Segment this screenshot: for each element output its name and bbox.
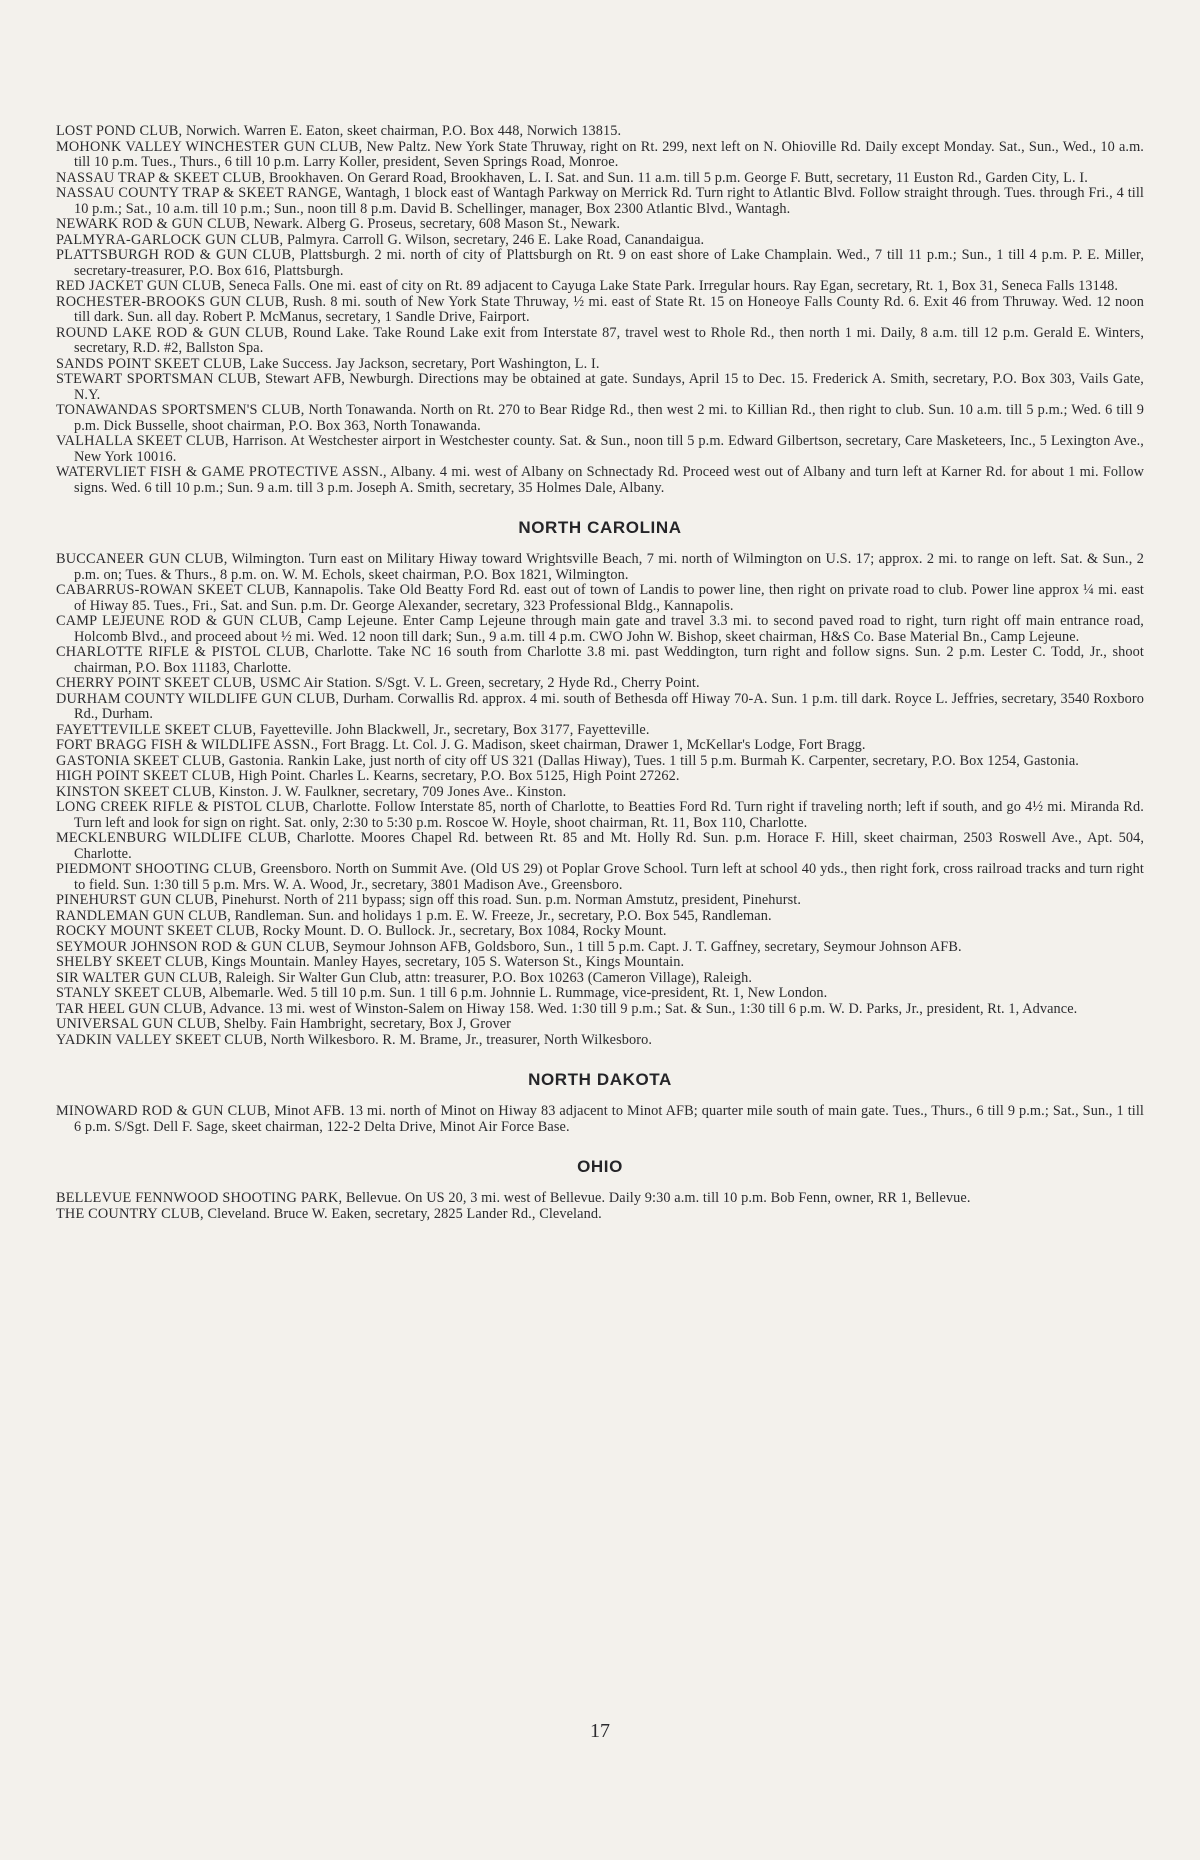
club-name: MECKLENBURG WILDLIFE CLUB,	[56, 830, 291, 846]
club-details: High Point. Charles L. Kearns, secretary, P.O. Box 5125, High Point 27262.	[234, 768, 680, 784]
club-name: VALHALLA SKEET CLUB,	[56, 433, 229, 449]
club-name: HIGH POINT SKEET CLUB,	[56, 768, 235, 784]
club-entry	[56, 403, 1144, 434]
state-heading: NORTH DAKOTA	[528, 1070, 672, 1089]
club-details: Albemarle. Wed. 5 till 10 p.m. Sun. 1 till 6 p.m. Johnnie L. Rummage, vice-president, Rt. 1, New London.	[205, 985, 828, 1001]
club-details: Stewart AFB, Newburgh. Directions may be obtained at gate. Sundays, April 15 to Dec. 15. Frederick A. Smith, secretary, P.O. Box 303, Vails Gate, N.Y.	[74, 371, 1144, 403]
club-entry	[56, 909, 1144, 925]
club-entry	[56, 831, 1144, 862]
club-entry	[56, 583, 1144, 614]
club-entry	[56, 1191, 1144, 1207]
club-details: Durham. Corwallis Rd. approx. 4 mi. south of Bethesda off Hiway 70-A. Sun. 1 p.m. till dark. Royce L. Jeffries, secretary, 3540 Roxboro Rd., Durham.	[74, 690, 1144, 722]
club-details: Kannapolis. Take Old Beatty Ford Rd. east out of town of Landis to power line, then right on private road to club. Power line approx ¼ mi. east of Hiway 85. Tues., Fri., Sat. and Sun. p.m. Dr. George Alexander, secretary, 323 Professional Bldg., Kannapolis.	[74, 582, 1144, 614]
club-name: LOST POND CLUB,	[56, 123, 183, 139]
club-details: North Wilkesboro. R. M. Brame, Jr., treasurer, North Wilkesboro.	[267, 1031, 653, 1048]
club-details: Cleveland. Bruce W. Eaken, secretary, 2825 Lander Rd., Cleveland.	[203, 1205, 602, 1222]
club-name: LONG CREEK RIFLE & PISTOL CLUB,	[56, 799, 309, 815]
club-entry	[56, 754, 1144, 770]
club-name: PIEDMONT SHOOTING CLUB,	[56, 861, 257, 877]
club-entry	[56, 248, 1144, 279]
club-entry	[56, 785, 1144, 801]
club-details: Rocky Mount. D. O. Bullock. Jr., secretary, Box 1084, Rocky Mount.	[258, 923, 667, 939]
club-entry	[56, 295, 1144, 326]
club-details: Camp Lejeune. Enter Camp Lejeune through main gate and travel 3.3 mi. to second paved road to right, turn right off main entrance road, Holcomb Blvd., and proceed about ½ mi. Wed. 12 noon till dark; Sun., 9 a.m. till 4 p.m. CWO John W. Bishop, skeet chairman, H&S Co. Base Material Bn., Camp Lejeune.	[74, 613, 1144, 645]
club-name: NASSAU TRAP & SKEET CLUB,	[56, 169, 266, 186]
club-name: FAYETTEVILLE SKEET CLUB,	[56, 721, 257, 738]
club-entry	[56, 769, 1144, 785]
club-details: Norwich. Warren E. Eaton, skeet chairman, P.O. Box 448, Norwich 13815.	[182, 123, 622, 139]
club-name: BELLEVUE FENNWOOD SHOOTING PARK,	[56, 1190, 343, 1206]
club-entry	[56, 692, 1144, 723]
club-entry	[56, 645, 1144, 676]
club-name: STANLY SKEET CLUB,	[56, 985, 206, 1001]
club-details: North Tonawanda. North on Rt. 270 to Bear Ridge Rd., then west 2 mi. to Killian Rd., then right to club. Sun. 10 a.m. till 5 p.m.; Wed. 6 till 9 p.m. Dick Busselle, shoot chairman, P.O. Box 363, North Tonawanda.	[74, 402, 1144, 434]
club-details: Bellevue. On US 20, 3 mi. west of Bellevue. Daily 9:30 a.m. till 10 p.m. Bob Fenn, owner, RR 1, Bellevue.	[342, 1190, 971, 1206]
club-details: Lake Success. Jay Jackson, secretary, Port Washington, L. I.	[245, 355, 600, 372]
club-entry	[56, 552, 1144, 583]
club-name: RANDLEMAN GUN CLUB,	[56, 907, 231, 924]
club-details: Seneca Falls. One mi. east of city on Rt. 89 adjacent to Cayuga Lake State Park. Irregular hours. Ray Egan, secretary, Rt. 1, Box 31, Seneca Falls 13148.	[224, 278, 1119, 294]
club-name: MOHONK VALLEY WINCHESTER GUN CLUB,	[56, 138, 363, 155]
club-name: SANDS POINT SKEET CLUB,	[56, 355, 246, 372]
club-name: ROUND LAKE ROD & GUN CLUB,	[56, 324, 288, 341]
club-name: STEWART SPORTSMAN CLUB,	[56, 371, 261, 387]
club-entry	[56, 862, 1144, 893]
club-entry	[56, 924, 1144, 940]
club-details: Newark. Alberg G. Proseus, secretary, 608 Mason St., Newark.	[249, 216, 621, 232]
club-name: ROCKY MOUNT SKEET CLUB,	[56, 923, 259, 939]
club-name: WATERVLIET FISH & GAME PROTECTIVE ASSN.,	[56, 464, 387, 480]
club-details: Harrison. At Westchester airport in Westchester county. Sat. & Sun., noon till 5 p.m. Edward Gilbertson, secretary, Care Masketeers, Inc., 5 Lexington Ave., New York 10016.	[74, 433, 1144, 465]
club-details: Charlotte. Take NC 16 south from Charlotte 3.8 mi. past Weddington, turn right and follow signs. Sun. 2 p.m. Lester C. Todd, Jr., shoot chairman, P.O. Box 11183, Charlotte.	[74, 644, 1144, 676]
club-entry	[56, 372, 1144, 403]
club-details: Raleigh. Sir Walter Gun Club, attn: treasurer, P.O. Box 10263 (Cameron Village), Raleigh.	[222, 969, 753, 986]
club-entry	[56, 1033, 1144, 1049]
state-heading: NORTH CAROLINA	[518, 518, 682, 537]
club-entry	[56, 1104, 1144, 1135]
club-entry	[56, 1207, 1144, 1223]
club-name: CABARRUS-ROWAN SKEET CLUB,	[56, 582, 290, 598]
club-name: CAMP LEJEUNE ROD & GUN CLUB,	[56, 613, 303, 629]
club-name: BUCCANEER GUN CLUB,	[56, 551, 228, 567]
club-details: Fayetteville. John Blackwell, Jr., secretary, Box 3177, Fayetteville.	[256, 721, 650, 738]
club-details: Wantagh, 1 block east of Wantagh Parkway on Merrick Rd. Turn right to Atlantic Blvd. Follow straight through. Tues. through Fri., 4 till 10 p.m.; Sat., 10 a.m. till 10 p.m.; Sun., noon till 8 p.m. David B. Schellinger, manager, Box 2300 Atlantic Blvd., Wantagh.	[74, 185, 1145, 217]
club-name: PINEHURST GUN CLUB,	[56, 892, 219, 908]
club-name: THE COUNTRY CLUB,	[56, 1205, 204, 1222]
club-name: PLATTSBURGH ROD & GUN CLUB,	[56, 247, 296, 263]
club-name: CHARLOTTE RIFLE & PISTOL CLUB,	[56, 644, 309, 660]
club-entry	[56, 723, 1144, 739]
club-entry	[56, 217, 1144, 233]
club-details: Charlotte. Moores Chapel Rd. between Rt. 85 and Mt. Holly Rd. Sun. p.m. Horace F. Hill, skeet chairman, 2503 Roswell Ave., Apt. 504, Charlotte.	[74, 830, 1144, 862]
club-entry	[56, 140, 1144, 171]
club-entry	[56, 326, 1144, 357]
club-details: Minot AFB. 13 mi. north of Minot on Hiway 83 adjacent to Minot AFB; quarter mile south of main gate. Tues., Thurs., 6 till 9 p.m.; Sat., Sun., 1 till 6 p.m. S/Sgt. Dell F. Sage, skeet chairman, 122-2 Delta Drive, Minot Air Force Base.	[74, 1103, 1144, 1135]
club-entry	[56, 186, 1144, 217]
club-details: Seymour Johnson AFB, Goldsboro, Sun., 1 till 5 p.m. Capt. J. T. Gaffney, secretary, Seymour Johnson AFB.	[329, 938, 962, 955]
club-name: UNIVERSAL GUN CLUB,	[56, 1016, 221, 1032]
club-entry	[56, 279, 1144, 295]
club-name: NEWARK ROD & GUN CLUB,	[56, 216, 250, 232]
page-number: 17	[590, 1720, 610, 1742]
club-entry	[56, 940, 1144, 956]
club-details: Advance. 13 mi. west of Winston-Salem on Hiway 158. Wed. 1:30 till 9 p.m.; Sat. & Sun., 1:30 till 6 p.m. W. D. Parks, Jr., president, Rt. 1, Advance.	[206, 1000, 1078, 1017]
club-name: NASSAU COUNTY TRAP & SKEET RANGE,	[56, 185, 342, 201]
club-entry	[56, 676, 1144, 692]
club-entry	[56, 893, 1144, 909]
club-name: RED JACKET GUN CLUB,	[56, 278, 225, 294]
club-entry	[56, 971, 1144, 987]
club-details: Albany. 4 mi. west of Albany on Schnectady Rd. Proceed west out of Albany and turn left at Karner Rd. for about 1 mi. Follow signs. Wed. 6 till 10 p.m.; Sun. 9 a.m. till 3 p.m. Joseph A. Smith, secretary, 35 Holmes Dale, Albany.	[74, 464, 1144, 496]
club-details: Palmyra. Carroll G. Wilson, secretary, 246 E. Lake Road, Canandaigua.	[283, 231, 705, 248]
club-details: Gastonia. Rankin Lake, just north of city off US 321 (Dallas Hiway), Tues. 1 till 5 p.m. Burmah K. Carpenter, secretary, P.O. Box 1254, Gastonia.	[225, 752, 1079, 769]
club-entry	[56, 955, 1144, 971]
club-entry	[56, 124, 1144, 140]
club-name: ROCHESTER-BROOKS GUN CLUB,	[56, 293, 289, 310]
club-name: TONAWANDAS SPORTSMEN'S CLUB,	[56, 402, 305, 418]
club-details: Wilmington. Turn east on Military Hiway toward Wrightsville Beach, 7 mi. north of Wilmington on U.S. 17; approx. 2 mi. to range on left. Sat. & Sun., 2 p.m. on; Tues. & Thurs., 8 p.m. on. W. M. Echols, skeet chairman, P.O. Box 1821, Wilmington.	[74, 551, 1144, 583]
club-details: Kinston. J. W. Faulkner, secretary, 709 Jones Ave.. Kinston.	[215, 783, 567, 800]
club-details: Randleman. Sun. and holidays 1 p.m. E. W. Freeze, Jr., secretary, P.O. Box 545, Randleman.	[230, 907, 772, 924]
club-details: USMC Air Station. S/Sgt. V. L. Green, secretary, 2 Hyde Rd., Cherry Point.	[255, 675, 700, 691]
club-details: Round Lake. Take Round Lake exit from Interstate 87, travel west to Rhole Rd., then north 1 mi. Daily, 8 a.m. till 12 p.m. Gerald E. Winters, secretary, R.D. #2, Ballston Spa.	[74, 324, 1144, 356]
club-entry	[56, 614, 1144, 645]
club-name: SIR WALTER GUN CLUB,	[56, 969, 223, 986]
club-details: New Paltz. New York State Thruway, right on Rt. 299, next left on N. Ohioville Rd. Daily except Monday. Sat., Sun., Wed., 10 a.m. till 10 p.m. Tues., Thurs., 6 till 10 p.m. Larry Koller, president, Seven Springs Road, Monroe.	[74, 138, 1144, 170]
club-entry	[56, 434, 1144, 465]
club-name: KINSTON SKEET CLUB,	[56, 783, 216, 800]
club-name: PALMYRA-GARLOCK GUN CLUB,	[56, 231, 284, 248]
club-details: Charlotte. Follow Interstate 85, north of Charlotte, to Beatties Ford Rd. Turn right if traveling north; left if south, and go 4½ mi. Miranda Rd. Turn left and look for sign on right. Sat. only, 2:30 to 5:30 p.m. Roscoe W. Hoyle, shoot chairman, Rt. 11, Box 110, Charlotte.	[74, 799, 1144, 831]
club-name: FORT BRAGG FISH & WILDLIFE ASSN.,	[56, 737, 319, 753]
club-details: Brookhaven. On Gerard Road, Brookhaven, L. I. Sat. and Sun. 11 a.m. till 5 p.m. George F. Butt, secretary, 11 Euston Rd., Garden City, L. I.	[265, 169, 1088, 186]
club-entry	[56, 171, 1144, 187]
club-name: GASTONIA SKEET CLUB,	[56, 752, 226, 769]
club-name: DURHAM COUNTY WILDLIFE GUN CLUB,	[56, 690, 340, 707]
club-entry	[56, 233, 1144, 249]
club-name: YADKIN VALLEY SKEET CLUB,	[56, 1031, 267, 1048]
club-details: Kings Mountain. Manley Hayes, secretary, 105 S. Waterson St., Kings Mountain.	[207, 954, 685, 970]
club-name: SEYMOUR JOHNSON ROD & GUN CLUB,	[56, 938, 330, 955]
club-entry	[56, 1017, 1144, 1033]
club-entry	[56, 357, 1144, 373]
club-details: Rush. 8 mi. south of New York State Thruway, ½ mi. east of State Rt. 15 on Honeoye Falls County Rd. 6. Exit 46 from Thruway. Wed. 12 noon till dark. Sun. all day. Robert P. McManus, secretary, 1 Sandle Drive, Fairport.	[74, 293, 1144, 325]
club-details: Shelby. Fain Hambright, secretary, Box J, Grover	[220, 1016, 512, 1032]
state-heading: OHIO	[577, 1157, 623, 1176]
club-entry	[56, 465, 1144, 496]
club-entry	[56, 986, 1144, 1002]
club-name: SHELBY SKEET CLUB,	[56, 954, 208, 970]
club-details: Greensboro. North on Summit Ave. (Old US 29) ot Poplar Grove School. Turn left at school 40 yds., then right fork, cross railroad tracks and turn right to field. Sun. 1:30 till 5 p.m. Mrs. W. A. Wood, Jr., secretary, 3801 Madison Ave., Greensboro.	[74, 861, 1144, 893]
club-entry	[56, 738, 1144, 754]
club-entry	[56, 1002, 1144, 1018]
club-details: Fort Bragg. Lt. Col. J. G. Madison, skeet chairman, Drawer 1, McKellar's Lodge, Fort Bragg.	[318, 737, 866, 753]
club-listing-column	[56, 124, 1144, 1222]
club-name: MINOWARD ROD & GUN CLUB,	[56, 1103, 271, 1119]
club-name: CHERRY POINT SKEET CLUB,	[56, 675, 256, 691]
club-name: TAR HEEL GUN CLUB,	[56, 1000, 207, 1017]
club-entry	[56, 800, 1144, 831]
club-details: Pinehurst. North of 211 bypass; sign off this road. Sun. p.m. Norman Amstutz, president, Pinehurst.	[218, 892, 802, 908]
club-details: Plattsburgh. 2 mi. north of city of Plattsburgh on Rt. 9 on east shore of Lake Champlain. Wed., 7 till 11 p.m.; Sun., 1 till 4 p.m. P. E. Miller, secretary-treasurer, P.O. Box 616, Plattsburgh.	[74, 247, 1144, 279]
